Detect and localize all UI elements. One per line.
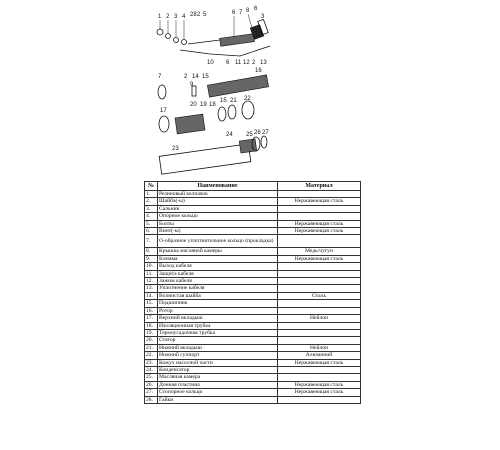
callout-16: 16 (255, 68, 262, 74)
cell-number: 2. (145, 198, 158, 205)
cell-number: 4. (145, 213, 158, 220)
cell-material: Нержавеющая сталь (278, 389, 361, 396)
cell-name: Гайки (158, 396, 278, 403)
table-row (145, 220, 361, 227)
cell-material: Нержавеющая сталь (278, 220, 361, 227)
cell-number: 27. (145, 389, 158, 396)
table-row (145, 270, 361, 277)
callout-28: 28 (190, 12, 197, 18)
cell-number: 5. (145, 220, 158, 227)
rotor-icon (207, 75, 268, 97)
diagram-svg (140, 0, 340, 178)
cable-icon (180, 46, 270, 56)
cell-name: Резиновый колпачок (158, 191, 278, 198)
table-row (145, 337, 361, 344)
cell-name: Волнистая шайба (158, 292, 278, 299)
cell-number: 12. (145, 278, 158, 285)
cell-number: 14. (145, 292, 158, 299)
callout-7: 7 (239, 10, 243, 16)
table-row (145, 366, 361, 373)
table-row (145, 307, 361, 314)
callout-21: 21 (230, 98, 237, 104)
cell-name: Уплотнение кабеля (158, 285, 278, 292)
cell-material (278, 337, 361, 344)
table-row (145, 329, 361, 336)
cell-material: Нержавеющая сталь (278, 255, 361, 262)
callout-10: 10 (207, 60, 214, 66)
table-row (145, 352, 361, 359)
cell-name: Подшипник (158, 300, 278, 307)
callout-23: 23 (172, 146, 179, 152)
cell-name: Защита кабеля (158, 270, 278, 277)
table-row (145, 389, 361, 396)
cell-name: Выход кабеля (158, 263, 278, 270)
cell-number: 15. (145, 300, 158, 307)
callout-6c: 6 (226, 60, 230, 66)
rubber-cap-icon (157, 29, 163, 35)
table-header-row (145, 182, 361, 191)
cell-name: Статор (158, 337, 278, 344)
cell-material: Нейлон (278, 315, 361, 322)
callout-24: 24 (226, 132, 233, 138)
cell-number: 23. (145, 359, 158, 366)
table-row (145, 315, 361, 322)
cell-material: Нержавеющая сталь (278, 198, 361, 205)
cell-material (278, 322, 361, 329)
seal-icon (174, 38, 179, 43)
cell-name: Кожух насосной части (158, 359, 278, 366)
cell-material (278, 285, 361, 292)
callout-15: 15 (202, 74, 209, 80)
cell-material: Нержавеющая сталь (278, 228, 361, 235)
cell-material (278, 213, 361, 220)
table-row (145, 292, 361, 299)
cell-name: Масляная камера (158, 374, 278, 381)
cell-name: Стопорное кольцо (158, 389, 278, 396)
callout-3: 3 (174, 14, 178, 20)
cell-name: Винт(-ы) (158, 228, 278, 235)
washer-icon (166, 34, 171, 39)
callout-13: 13 (260, 60, 267, 66)
cell-number: 21. (145, 344, 158, 351)
cell-name: Нижний вкладыш (158, 344, 278, 351)
upper-liner-icon (159, 116, 169, 132)
cell-name: О-образное уплотнительное кольцо (прокладка) (158, 235, 278, 248)
callout-2b: 2 (197, 12, 201, 18)
header-material: Материал (278, 182, 361, 191)
capacitor-icon (239, 139, 257, 153)
cell-name: Крышка масляной камеры (158, 248, 278, 255)
oring-2-icon (158, 85, 166, 99)
cell-name: Термоусадочная трубка (158, 329, 278, 336)
cell-name: Зажим кабеля (158, 278, 278, 285)
table-row (145, 205, 361, 212)
cell-number: 26. (145, 381, 158, 388)
callout-12: 12 (243, 60, 250, 66)
cell-material (278, 278, 361, 285)
table-row (145, 235, 361, 248)
callout-19: 19 (200, 102, 207, 108)
cell-material (278, 300, 361, 307)
cell-number: 16. (145, 307, 158, 314)
bearing-icon (218, 107, 226, 121)
cell-name: Ротор (158, 307, 278, 314)
table-row (145, 213, 361, 220)
callout-7b: 7 (158, 74, 162, 80)
stator-icon (175, 114, 205, 134)
cell-name: Клемма (158, 255, 278, 262)
table-row (145, 263, 361, 270)
cell-name: Сальник (158, 205, 278, 212)
cell-material (278, 205, 361, 212)
cell-material (278, 191, 361, 198)
callout-6: 6 (232, 10, 236, 16)
support-ring-icon (182, 40, 187, 45)
callout-25: 25 (246, 132, 253, 138)
callout-22: 22 (244, 96, 251, 102)
cell-material (278, 270, 361, 277)
table-row (145, 191, 361, 198)
callout-5: 5 (203, 12, 207, 18)
cell-number: 7. (145, 235, 158, 248)
table-row (145, 285, 361, 292)
cell-material: Сталь (278, 292, 361, 299)
cell-number: 20. (145, 337, 158, 344)
callout-26: 26 (254, 130, 261, 136)
callout-18: 18 (209, 102, 216, 108)
cell-name: Изоляционная трубка (158, 322, 278, 329)
cell-material: Нержавеющая сталь (278, 381, 361, 388)
table-row (145, 300, 361, 307)
table-row (145, 374, 361, 381)
cell-name: Болты (158, 220, 278, 227)
callout-27: 27 (262, 130, 269, 136)
table-row (145, 322, 361, 329)
callout-9: 9 (190, 82, 194, 88)
callout-20: 20 (190, 102, 197, 108)
table-row (145, 344, 361, 351)
cell-number: 17. (145, 315, 158, 322)
callout-14: 14 (192, 74, 199, 80)
table-row (145, 228, 361, 235)
cell-material (278, 307, 361, 314)
callout-15b: 15 (220, 98, 227, 104)
table-row (145, 381, 361, 388)
cell-number: 6. (145, 228, 158, 235)
cell-name: Конденсатор (158, 366, 278, 373)
lower-support-icon (242, 101, 254, 119)
cell-number: 18. (145, 322, 158, 329)
cell-material (278, 235, 361, 248)
table-row (145, 248, 361, 255)
cell-material (278, 366, 361, 373)
cell-number: 19. (145, 329, 158, 336)
cell-number: 28. (145, 396, 158, 403)
cell-number: 24. (145, 366, 158, 373)
cell-number: 8. (145, 248, 158, 255)
cell-material: Алюминий (278, 352, 361, 359)
callout-2c: 2 (252, 60, 256, 66)
callout-1: 1 (158, 14, 162, 20)
cell-name: Шайба(-ы) (158, 198, 278, 205)
cell-number: 13. (145, 285, 158, 292)
cell-material (278, 374, 361, 381)
callout-17: 17 (160, 108, 167, 114)
cell-material: Медь/чугун (278, 248, 361, 255)
cell-material (278, 263, 361, 270)
header-number: № (145, 182, 158, 191)
table-row (145, 255, 361, 262)
callout-4: 4 (182, 14, 186, 20)
cell-number: 22. (145, 352, 158, 359)
cell-number: 11. (145, 270, 158, 277)
table-row (145, 278, 361, 285)
cell-name: Нижний суппорт (158, 352, 278, 359)
callout-2d: 2 (184, 74, 188, 80)
callout-3b: 3 (261, 14, 265, 20)
header-name: Наименование (158, 182, 278, 191)
cable-outlet-icon (220, 34, 255, 47)
callout-11: 11 (235, 60, 242, 66)
callout-2: 2 (166, 14, 170, 20)
cell-number: 3. (145, 205, 158, 212)
cell-material: Нержавеющая сталь (278, 359, 361, 366)
cell-number: 10. (145, 263, 158, 270)
cell-name: Опорное кольцо (158, 213, 278, 220)
cell-number: 1. (145, 191, 158, 198)
cell-name: Верхний вкладыш (158, 315, 278, 322)
table-row (145, 359, 361, 366)
bolt-icon (188, 40, 220, 44)
table-row (145, 198, 361, 205)
cell-number: 25. (145, 374, 158, 381)
callout-8: 8 (246, 8, 250, 14)
callout-6b: 6 (254, 6, 258, 12)
bottom-plate-icon (261, 136, 267, 148)
cell-material: Нейлон (278, 344, 361, 351)
exploded-diagram (140, 0, 340, 178)
cell-material (278, 396, 361, 403)
parts-table (144, 181, 361, 404)
cell-name: Донная пластина (158, 381, 278, 388)
lower-liner-icon (228, 105, 236, 119)
table-row (145, 396, 361, 403)
cell-number: 9. (145, 255, 158, 262)
cell-material (278, 329, 361, 336)
